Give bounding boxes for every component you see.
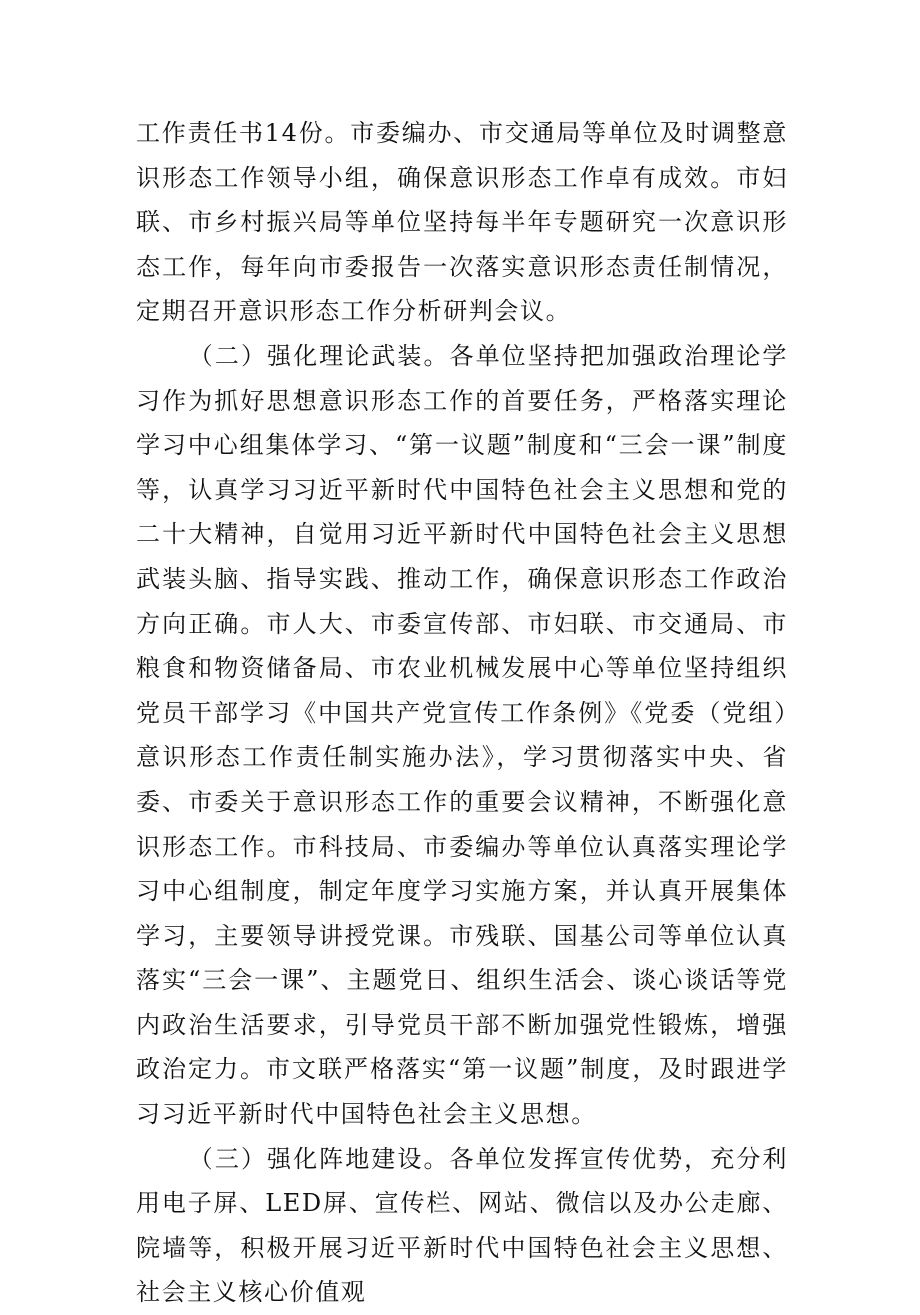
paragraph-1: 工作责任书14份。市委编办、市交通局等单位及时调整意识形态工作领导小组，确保意识形态工作卓有成效。市妇联、市乡村振兴局等单位坚持每半年专题研究一次意识形态工作，每年向市委报告一次落实意识形态责任制情况，定期召开意识形态工作分析研判会议。: [136, 119, 788, 326]
paragraph-2: （二）强化理论武装。各单位坚持把加强政治理论学习作为抓好思想意识形态工作的首要任务，严格落实理论学习中心组集体学习、“第一议题”制度和“三会一课”制度等，认真学习习近平新时代中国特色社会主义思想和党的二十大精神，自觉用习近平新时代中国特色社会主义思想武装头脑、指导实践、推动工作，确保意识形态工作政治方向正确。市人大、市委宣传部、市妇联、市交通局、市粮食和物资储备局、市农业机械发展中心等单位坚持组织党员干部学习《中国共产党宣传工作条例》《党委（党组）意识形态工作责任制实施办法》，学习贯彻落实中央、省委、市委关于意识形态工作的重要会议精神，不断强化意识形态工作。市科技局、市委编办等单位认真落实理论学习中心组制度，制定年度学习实施方案，并认真开展集体学习，主要领导讲授党课。市残联、国基公司等单位认真落实“三会一课”、主题党日、组织生活会、谈心谈话等党内政治生活要求，引导党员干部不断加强党性锻炼，增强政治定力。市文联严格落实“第一议题”制度，及时跟进学习习近平新时代中国特色社会主义思想。: [136, 341, 788, 1129]
document-body: [136, 111, 788, 1315]
paragraph-3: （三）强化阵地建设。各单位发挥宣传优势，充分利用电子屏、LED屏、宣传栏、网站、微信以及办公走廊、院墙等，积极开展习近平新时代中国特色社会主义思想、社会主义核心价值观: [136, 1144, 788, 1307]
